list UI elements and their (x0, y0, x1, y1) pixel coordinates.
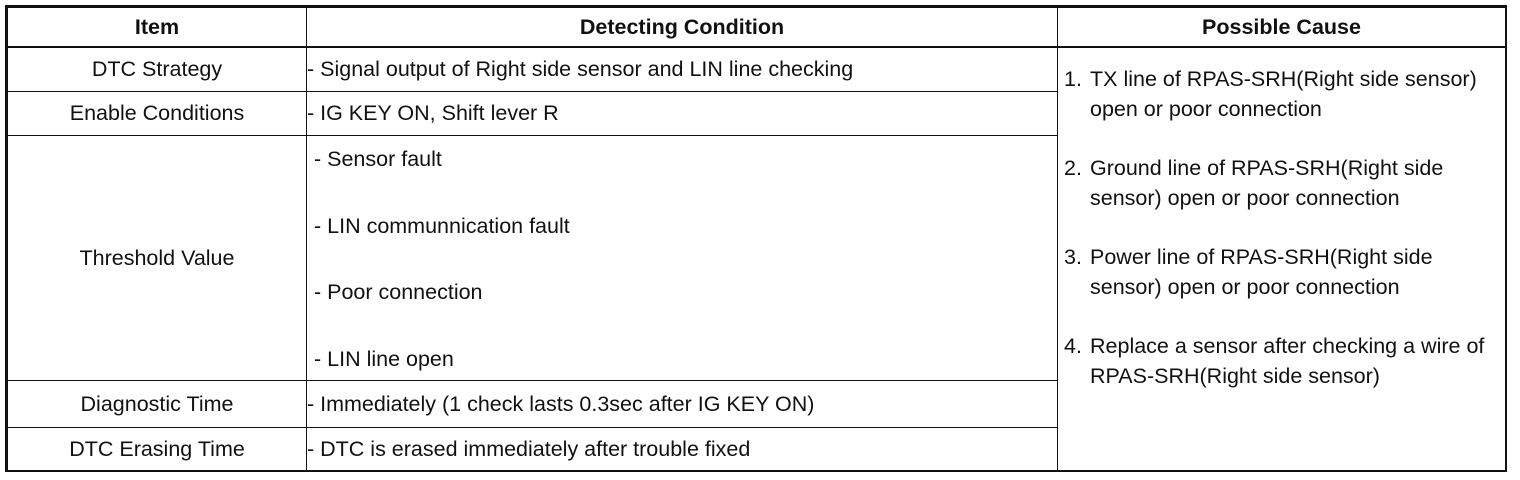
cause-text: Ground line of RPAS-SRH(Right side sensor) open or poor connection (1090, 156, 1444, 210)
item-cell: Enable Conditions (8, 92, 307, 136)
table-row-dtc-strategy (8, 47, 1506, 92)
threshold-condition-list (314, 144, 1053, 374)
header-possible-cause: Possible Cause (1058, 8, 1506, 48)
list-item: - LIN communnication fault (314, 213, 570, 238)
list-item: - Sensor fault (314, 147, 442, 171)
cause-text: TX line of RPAS-SRH(Right side sensor) open or poor connection (1090, 67, 1477, 121)
cause-number: 3. (1064, 245, 1082, 269)
header-detecting-condition: Detecting Condition (307, 8, 1058, 48)
cause-number: 1. (1064, 67, 1082, 91)
cause-item (1064, 64, 1497, 124)
possible-cause-list (1064, 64, 1497, 391)
list-item: - LIN line open (314, 346, 454, 371)
item-cell: DTC Erasing Time (8, 428, 307, 471)
cause-text: Replace a sensor after checking a wire of RPAS-SRH(Right side sensor) (1090, 334, 1485, 388)
dtc-table (7, 7, 1506, 471)
cause-item (1064, 242, 1497, 302)
cause-item (1064, 153, 1497, 213)
condition-cell (307, 136, 1058, 381)
header-item: Item (8, 8, 307, 48)
cause-number: 2. (1064, 156, 1082, 180)
condition-cell: - DTC is erased immediately after trouble fixed (307, 428, 1058, 471)
cause-item (1064, 331, 1497, 391)
cause-number: 4. (1064, 334, 1082, 358)
item-cell: Threshold Value (8, 136, 307, 381)
item-cell: Diagnostic Time (8, 381, 307, 428)
item-cell: DTC Strategy (8, 47, 307, 92)
condition-cell: - Immediately (1 check lasts 0.3sec after IG KEY ON) (307, 381, 1058, 428)
cause-text: Power line of RPAS-SRH(Right side sensor) open or poor connection (1090, 245, 1433, 299)
list-item: - Poor connection (314, 280, 483, 305)
header-row (8, 8, 1506, 48)
possible-cause-cell (1058, 47, 1506, 471)
condition-cell: - IG KEY ON, Shift lever R (307, 92, 1058, 136)
condition-cell: - Signal output of Right side sensor and LIN line checking (307, 47, 1058, 92)
dtc-document (5, 5, 1507, 472)
